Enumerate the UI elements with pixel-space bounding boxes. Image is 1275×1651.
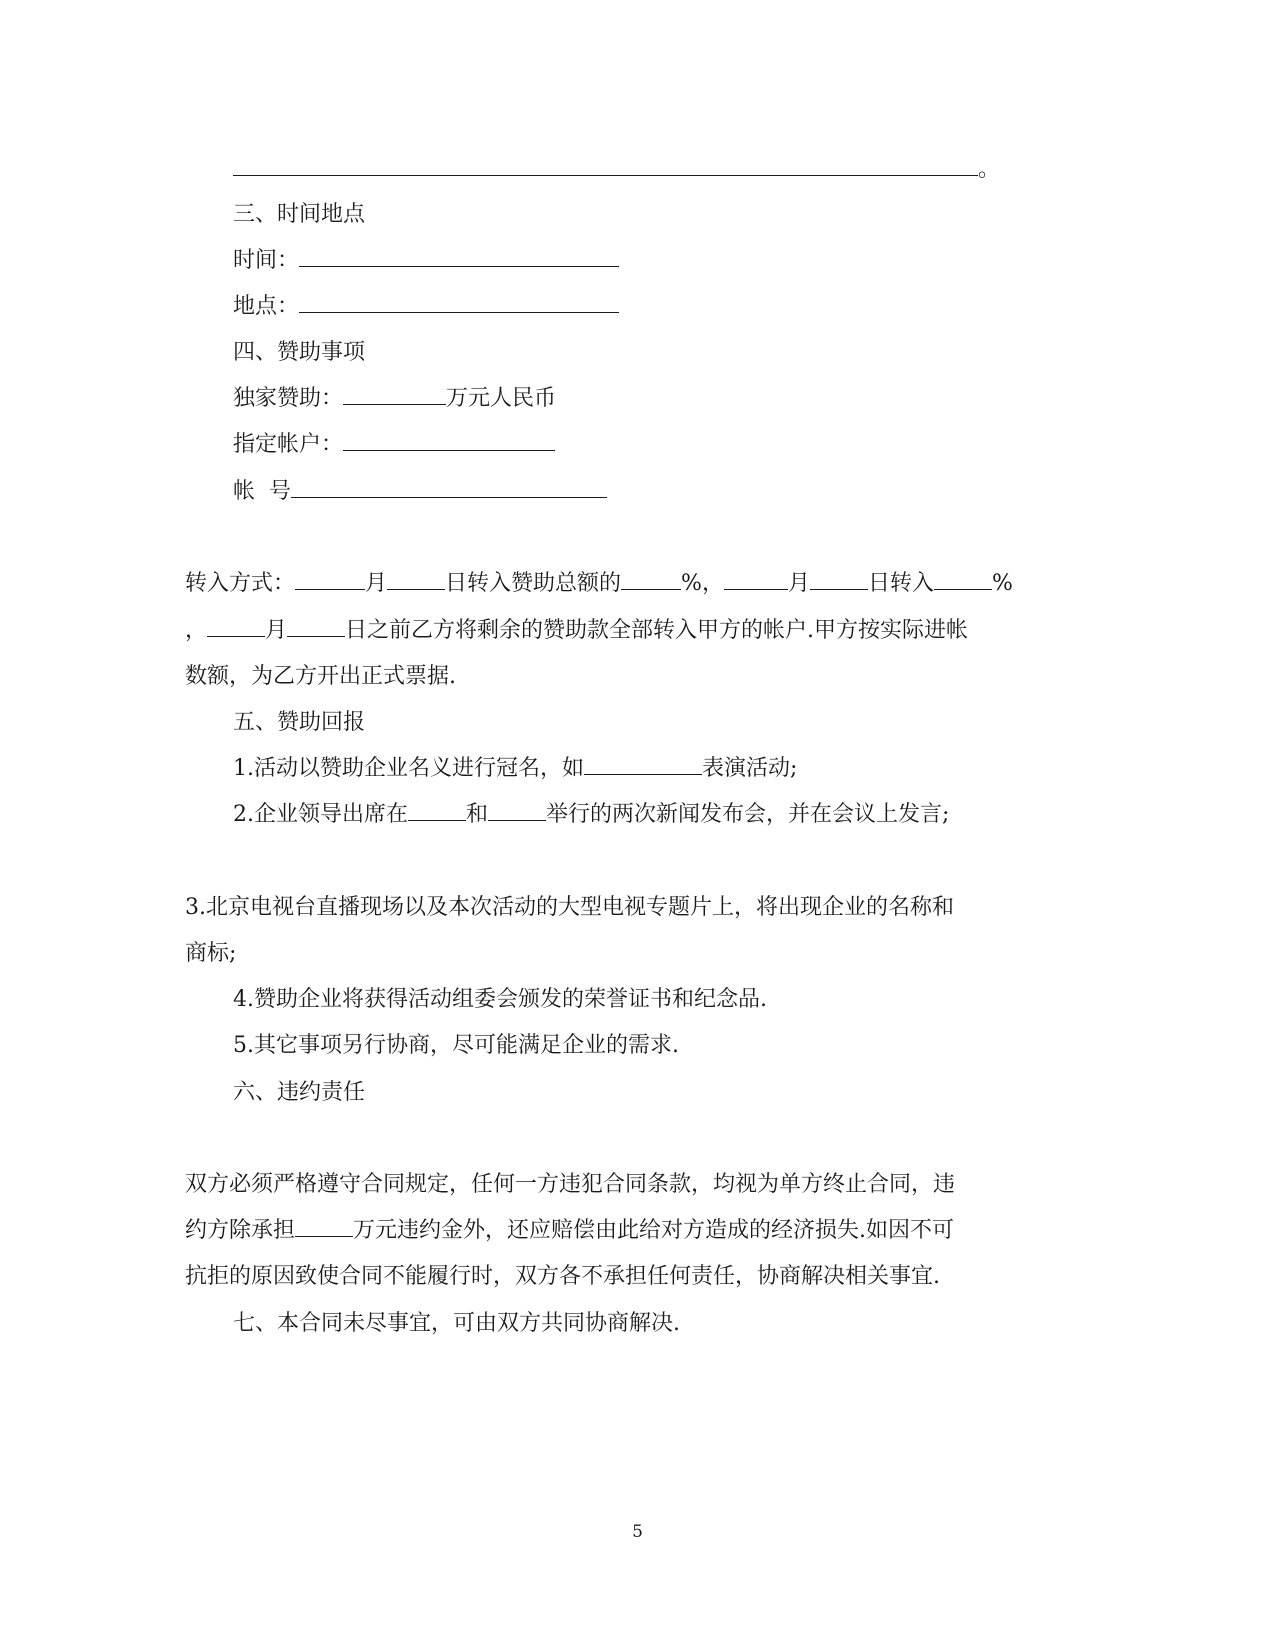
penalty-blank[interactable] (295, 1216, 353, 1237)
return-item-3-line-2: 商标; (185, 941, 237, 966)
return-item-3-line-1: 3.北京电视台直播现场以及本次活动的大型电视专题片上，将出现企业的名称和 (185, 895, 954, 920)
name-blank[interactable] (584, 754, 702, 775)
return-item-4: 4.赞助企业将获得活动组委会颁发的荣誉证书和纪念品. (233, 987, 767, 1012)
item-text: 1.活动以赞助企业名义进行冠名，如 (233, 756, 584, 781)
day-blank-3[interactable] (287, 616, 345, 637)
item-text: 表演活动; (702, 756, 798, 781)
time-blank[interactable] (299, 246, 619, 267)
percent-text: % (991, 571, 1013, 596)
exclusive-label: 独家赞助： (233, 386, 344, 411)
place-line (233, 292, 619, 322)
breach-line-3: 抗拒的原因致使合同不能履行时，双方各不承担任何责任，协商解决相关事宜. (185, 1264, 940, 1289)
date-blank-1[interactable] (408, 800, 466, 821)
time-line (233, 246, 619, 276)
account-number-blank[interactable] (291, 477, 607, 498)
transfer-text: 日转入赞助总额的 (445, 571, 622, 596)
transfer-label: 转入方式： (185, 571, 296, 596)
place-label: 地点： (233, 294, 300, 319)
percent-text: %， (681, 571, 724, 596)
item-text: 举行的两次新闻发布会，并在会议上发言; (546, 802, 950, 827)
return-item-2 (233, 800, 949, 830)
blank-line-continuation (233, 155, 1000, 185)
return-item-1 (233, 754, 797, 784)
month-blank-3[interactable] (207, 616, 265, 637)
breach-text: 万元违约金外，还应赔偿由此给对方造成的经济损失.如因不可 (353, 1218, 955, 1243)
end-mark: 。 (978, 157, 1001, 182)
section-heading-7: 七、本合同未尽事宜，可由双方共同协商解决. (233, 1311, 680, 1336)
breach-line-1: 双方必须严格遵守合同规定，任何一方违犯合同条款，均视为单方终止合同，违 (185, 1172, 956, 1197)
time-label: 时间： (233, 248, 300, 273)
exclusive-unit: 万元人民币 (446, 386, 557, 411)
section-heading-4: 四、赞助事项 (233, 340, 366, 365)
account-label: 指定帐户： (233, 432, 344, 457)
month-text: 月 (365, 571, 388, 596)
percent-blank-1[interactable] (621, 569, 681, 590)
exclusive-sponsor-line (233, 384, 556, 414)
section-heading-6: 六、违约责任 (233, 1080, 366, 1105)
breach-text: 约方除承担 (185, 1218, 296, 1243)
page-number: 5 (632, 1522, 643, 1542)
account-number-line (233, 477, 607, 507)
day-blank-2[interactable] (810, 569, 868, 590)
transfer-line-2 (185, 616, 968, 646)
comma: ， (185, 618, 208, 643)
transfer-text: 日转入 (867, 571, 934, 596)
item-text: 2.企业领导出席在 (233, 802, 408, 827)
section-heading-3: 三、时间地点 (233, 202, 366, 227)
account-number-label: 帐 号 (233, 479, 291, 504)
fill-blank[interactable] (233, 155, 978, 176)
transfer-line-1 (185, 569, 1013, 599)
amount-blank[interactable] (343, 384, 446, 405)
item-text: 和 (466, 802, 489, 827)
breach-line-2 (185, 1216, 954, 1246)
month-text: 月 (265, 618, 288, 643)
transfer-line-3: 数额，为乙方开出正式票据. (185, 664, 456, 689)
month-blank-2[interactable] (724, 569, 788, 590)
account-blank[interactable] (343, 430, 555, 451)
account-line (233, 430, 555, 460)
month-blank-1[interactable] (295, 569, 365, 590)
month-text: 月 (787, 571, 810, 596)
date-blank-2[interactable] (488, 800, 546, 821)
return-item-5: 5.其它事项另行协商，尽可能满足企业的需求. (233, 1033, 679, 1058)
percent-blank-2[interactable] (934, 569, 992, 590)
transfer-text: 日之前乙方将剩余的赞助款全部转入甲方的帐户.甲方按实际进帐 (345, 618, 969, 643)
section-heading-5: 五、赞助回报 (233, 710, 366, 735)
place-blank[interactable] (299, 292, 619, 313)
day-blank-1[interactable] (387, 569, 445, 590)
